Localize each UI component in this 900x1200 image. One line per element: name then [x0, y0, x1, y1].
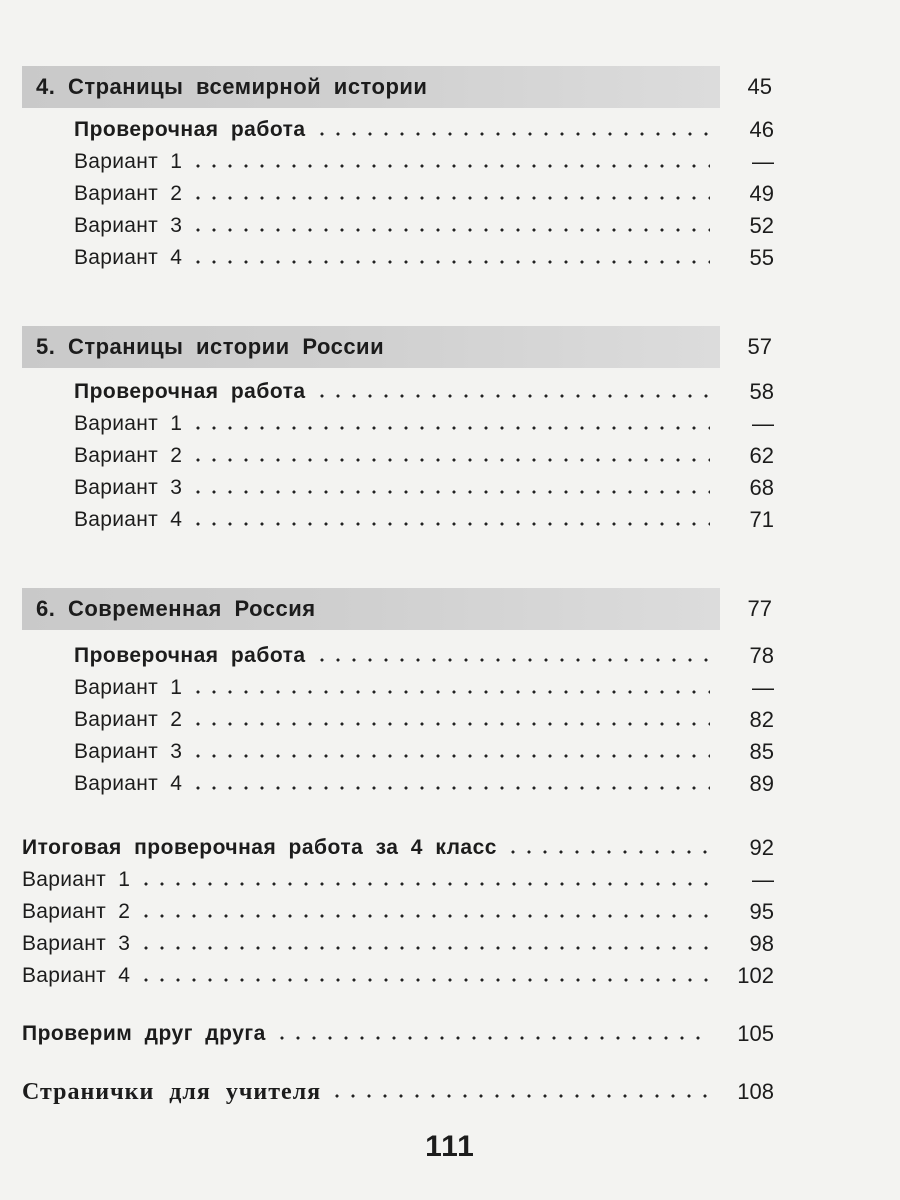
dot-leader — [190, 754, 710, 758]
toc-row-section-6-variant-1 — [74, 672, 774, 704]
toc-row-label: Проверим друг друга — [22, 1022, 266, 1045]
toc-row-page: — — [752, 867, 774, 892]
toc-row-page: 108 — [737, 1079, 774, 1104]
dot-leader — [274, 1036, 710, 1040]
toc-row-section-5-variant-4 — [74, 504, 774, 536]
toc-row-label: Вариант 3 — [22, 932, 131, 955]
toc-row-page: — — [752, 149, 774, 174]
toc-row-section-5-test — [74, 376, 774, 408]
toc-row-page: 98 — [749, 931, 774, 956]
dot-leader — [190, 164, 710, 168]
dot-leader — [190, 690, 710, 694]
dot-leader — [190, 260, 710, 264]
toc-row-page: 46 — [749, 117, 774, 142]
toc-row-label: Вариант 3 — [74, 214, 183, 237]
toc-row-page: 102 — [737, 963, 774, 988]
dot-leader — [190, 786, 710, 790]
dot-leader — [314, 132, 710, 136]
section-6-title: 6. Современная Россия — [36, 596, 316, 621]
toc-row-page: 55 — [749, 245, 774, 270]
dot-leader — [190, 458, 710, 462]
toc-row-label: Вариант 2 — [74, 708, 183, 731]
toc-row-section-4-test — [74, 114, 774, 146]
dot-leader — [138, 882, 710, 886]
toc-row-final-test — [22, 832, 774, 864]
dot-leader — [314, 658, 710, 662]
dot-leader — [314, 394, 710, 398]
dot-leader — [190, 228, 710, 232]
toc-row-page: 58 — [749, 379, 774, 404]
toc-row-label: Вариант 4 — [74, 772, 183, 795]
toc-row-section-6-variant-3 — [74, 736, 774, 768]
toc-row-section-4-variant-3 — [74, 210, 774, 242]
toc-row-section-4-variant-4 — [74, 242, 774, 274]
toc-row-label: Проверочная работа — [74, 380, 306, 403]
section-6-page: 77 — [747, 596, 772, 621]
toc-row-page: — — [752, 411, 774, 436]
dot-leader — [190, 196, 710, 200]
dot-leader — [190, 426, 710, 430]
dot-leader — [505, 850, 710, 854]
toc-row-page: 85 — [749, 739, 774, 764]
toc-row-label: Вариант 1 — [74, 676, 183, 699]
dot-leader — [138, 914, 710, 918]
toc-row-section-5-variant-3 — [74, 472, 774, 504]
dot-leader — [190, 722, 710, 726]
toc-row-page: 89 — [749, 771, 774, 796]
toc-row-final-variant-4 — [22, 960, 774, 992]
toc-row-label: Вариант 4 — [22, 964, 131, 987]
dot-leader — [190, 490, 710, 494]
toc-row-page: 78 — [749, 643, 774, 668]
section-5-page: 57 — [747, 334, 772, 359]
toc-row-label: Вариант 3 — [74, 476, 183, 499]
dot-leader — [138, 978, 710, 982]
section-4-title: 4. Страницы всемирной истории — [36, 74, 428, 99]
dot-leader — [190, 522, 710, 526]
toc-row-label: Странички для учителя — [22, 1078, 322, 1105]
toc-row-page: 71 — [749, 507, 774, 532]
toc-row-section-6-variant-2 — [74, 704, 774, 736]
toc-row-section-4-variant-1 — [74, 146, 774, 178]
toc-row-label: Вариант 4 — [74, 246, 183, 269]
toc-row-page: — — [752, 675, 774, 700]
dot-leader — [138, 946, 710, 950]
toc-row-section-4-variant-2 — [74, 178, 774, 210]
toc-row-teacher-pages — [22, 1076, 774, 1108]
toc-row-label: Вариант 4 — [74, 508, 183, 531]
toc-row-label: Вариант 3 — [74, 740, 183, 763]
toc-row-label: Вариант 1 — [22, 868, 131, 891]
toc-row-section-5-variant-1 — [74, 408, 774, 440]
toc-row-label: Проверочная работа — [74, 644, 306, 667]
toc-row-section-6-variant-4 — [74, 768, 774, 800]
toc-row-page: 62 — [749, 443, 774, 468]
toc-row-label: Вариант 2 — [22, 900, 131, 923]
toc-row-page: 92 — [749, 835, 774, 860]
toc-row-peer-check — [22, 1018, 774, 1050]
toc-row-section-5-variant-2 — [74, 440, 774, 472]
toc-row-page: 68 — [749, 475, 774, 500]
toc-row-page: 105 — [737, 1021, 774, 1046]
toc-row-page: 95 — [749, 899, 774, 924]
dot-leader — [329, 1094, 710, 1098]
toc-row-label: Вариант 2 — [74, 182, 183, 205]
toc-row-label: Итоговая проверочная работа за 4 класс — [22, 836, 497, 859]
section-5-title: 5. Страницы истории России — [36, 334, 385, 359]
section-4-page: 45 — [747, 74, 772, 99]
toc-row-label: Вариант 2 — [74, 444, 183, 467]
toc-row-final-variant-1 — [22, 864, 774, 896]
toc-row-page: 82 — [749, 707, 774, 732]
page-number: 111 — [425, 1130, 475, 1163]
toc-row-label: Проверочная работа — [74, 118, 306, 141]
toc-row-label: Вариант 1 — [74, 150, 183, 173]
toc-row-page: 49 — [749, 181, 774, 206]
toc-row-final-variant-2 — [22, 896, 774, 928]
toc-row-final-variant-3 — [22, 928, 774, 960]
toc-row-section-6-test — [74, 640, 774, 672]
toc-row-label: Вариант 1 — [74, 412, 183, 435]
toc-row-page: 52 — [749, 213, 774, 238]
